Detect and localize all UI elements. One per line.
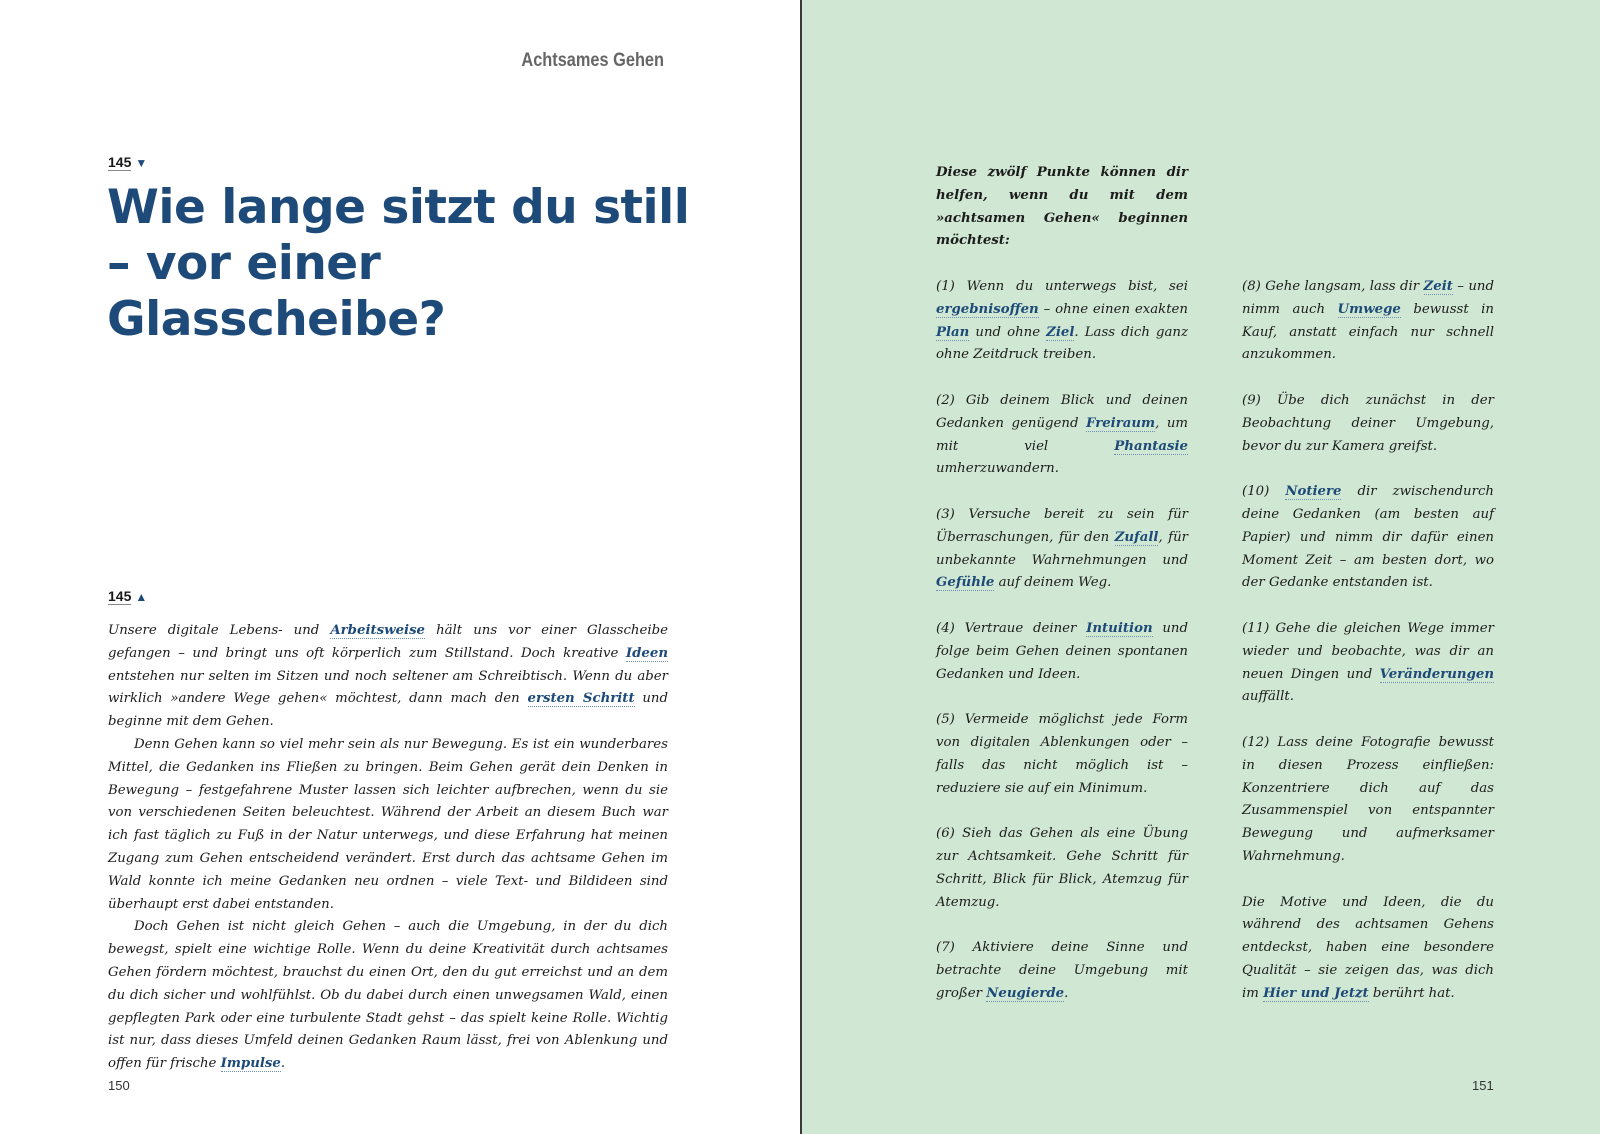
text-run: Unsere digitale Lebens- und (108, 623, 331, 638)
triangle-down-icon: ▼ (135, 156, 148, 170)
keyword-link[interactable]: Veränderungen (1379, 666, 1494, 682)
list-item (936, 937, 1188, 1005)
page-number-right: 151 (1472, 1078, 1494, 1093)
text-run: und ohne (969, 324, 1047, 340)
list-item (1242, 618, 1494, 709)
keyword-link[interactable]: ersten Schritt (527, 691, 635, 707)
paragraph-1 (108, 620, 668, 734)
list-item (1242, 276, 1494, 367)
text-run: . Lass dich ganz ohne Zeitdruck treiben. (936, 324, 1188, 363)
keyword-link[interactable]: Phantasie (1114, 438, 1188, 454)
text-run: Doch Gehen ist nicht gleich Gehen – auch die Umgebung, in der du dich bewegst, spielt eine wichtige Rolle. Wenn du deine Kreativität durch achtsames Gehen fördern möchtest, brauchst du einen Ort, den du gut erreichst und an dem du dich sicher und wohlfühlst. Ob du dabei durch einen unwegsamen Wald, einen gepflegten Park oder eine turbulente Stadt gehst – das spielt keine Rolle. Wichtig ist nur, dass dieses Umfeld deinen Gedanken Raum lässt, frei von Ablenkung und offen für frische (108, 919, 668, 1072)
list-item (936, 709, 1188, 800)
keyword-link[interactable]: Neugierde (986, 985, 1065, 1001)
text-run: – und nimm auch (1242, 279, 1494, 317)
paragraph-3 (108, 916, 668, 1076)
tips-column-right (1242, 276, 1494, 1028)
list-item (1242, 481, 1494, 595)
item-number: (7) (936, 940, 955, 956)
page-number-left: 150 (108, 1078, 130, 1093)
text-run: Vertraue deiner (954, 620, 1087, 636)
list-item (1242, 390, 1494, 458)
item-number: (1) (936, 279, 955, 294)
text-run: umherzuwandern. (936, 461, 1059, 477)
text-run: auffällt. (1242, 689, 1294, 705)
text-run: Die Motive und Ideen, die du während des achtsamen Gehens entdeckst, haben eine besondere Qualität – sie zeigen das, was dich im (1242, 894, 1494, 1001)
text-run: . (1064, 985, 1069, 1001)
keyword-link[interactable]: Zeit (1423, 279, 1453, 294)
keyword-link[interactable]: Impulse (220, 1056, 281, 1072)
text-run: dir zwischendurch deine Gedanken (am besten auf Papier) und nimm dir dafür einen Moment Zeit – am besten dort, wo der Gedanke entstanden ist. (1242, 484, 1494, 591)
text-run: auf deinem Weg. (994, 575, 1112, 591)
keyword-link[interactable]: Freiraum (1085, 415, 1156, 431)
keyword-link[interactable]: Arbeitsweise (330, 623, 426, 638)
text-run: Lass deine Fotografie bewusst in diesen Prozess einfließen: Konzentriere dich auf das Zusammenspiel von entspannter Bewegung und aufmerksamer Wahrnehmung. (1242, 734, 1494, 864)
item-number: (5) (936, 712, 955, 728)
running-head: Achtsames Gehen (521, 50, 664, 71)
tips-column-left (936, 276, 1188, 1028)
item-number: (12) (1242, 734, 1270, 750)
body-text (108, 620, 668, 1076)
item-number: (11) (1242, 620, 1270, 636)
item-number: (6) (936, 826, 955, 842)
text-run: und folge beim Gehen deinen spontanen Gedanken und Ideen. (936, 620, 1188, 682)
section-marker-bottom (108, 588, 147, 604)
text-run (1269, 484, 1285, 499)
item-number: (2) (936, 392, 955, 408)
text-run: hält uns vor einer Glasscheibe gefangen – und bringt uns oft körperlich zum Stillstand. Doch kreative (108, 623, 668, 661)
text-run: , für unbekannte Wahrnehmungen und (936, 529, 1188, 568)
text-run: Sieh das Gehen als eine Übung zur Achtsamkeit. Gehe Schritt für Schritt, Blick für Blick, Atemzug für Atemzug. (936, 826, 1188, 910)
list-item (936, 504, 1188, 595)
section-number: 145 (108, 588, 132, 604)
text-run: Übe dich zunächst in der Beobachtung deiner Umgebung, bevor du zur Kamera greifst. (1242, 392, 1494, 454)
text-run: entstehen nur selten im Sitzen und noch seltener am Schreibtisch. Wenn du aber wirklich »andere Wege gehen« möchtest, dann mach den (108, 668, 668, 707)
triangle-up-icon: ▲ (135, 590, 148, 604)
paragraph-2: Denn Gehen kann so viel mehr sein als nur Bewegung. Es ist ein wunderbares Mittel, die Gedanken ins Fließen zu bringen. Beim Gehen gerät dein Denken in Bewegung – festgefahrene Muster lassen sich leichter aufbrechen, wenn du sie von verschiedenen Seiten beleuchtest. Während der Arbeit an diesem Buch war ich fast täglich zu Fuß in der Natur unterwegs, und diese Erfahrung hat meinen Zugang zum Gehen entscheidend verändert. Erst durch das achtsame Gehen im Wald konnte ich meine Gedanken neu ordnen – viele Text- und Bildideen sind überhaupt erst dabei entstanden. (108, 736, 668, 912)
item-number: (9) (1242, 392, 1261, 408)
text-run: berührt hat. (1368, 985, 1455, 1001)
keyword-link[interactable]: Ziel (1046, 324, 1075, 340)
list-item (936, 390, 1188, 481)
item-number: (8) (1242, 279, 1261, 294)
text-run: . (280, 1056, 286, 1072)
keyword-link[interactable]: Gefühle (936, 575, 995, 591)
list-item (936, 618, 1188, 686)
text-run: Gib deinem Blick und deinen Gedanken genügend (936, 392, 1188, 431)
list-item (936, 276, 1188, 367)
item-number: (4) (936, 620, 955, 636)
section-number: 145 (108, 154, 132, 170)
text-run: bewusst in Kauf, anstatt einfach nur schnell anzukommen. (1242, 301, 1494, 363)
keyword-link[interactable]: Hier und Jetzt (1263, 985, 1369, 1001)
page-headline: Wie lange sitzt du still – vor einer Glasscheibe? (107, 180, 690, 347)
text-run: Gehe langsam, lass dir (1260, 279, 1424, 294)
keyword-link[interactable]: Plan (936, 324, 970, 340)
list-intro: Diese zwölf Punkte können dir helfen, wenn du mit dem »achtsamen Gehen« beginnen möchtest: (936, 165, 1188, 249)
list-item (936, 823, 1188, 914)
text-run: Vermeide möglichst jede Form von digitalen Ablenkungen oder – falls das nicht möglich ist – reduziere sie auf ein Minimum. (936, 712, 1188, 796)
keyword-link[interactable]: Ideen (625, 645, 668, 661)
item-number: (10) (1242, 484, 1270, 500)
closing-paragraph (1242, 892, 1494, 1006)
text-run: und beginne mit dem Gehen. (108, 691, 668, 730)
text-run: Aktiviere deine Sinne und betrachte deine Umgebung mit großer (936, 940, 1188, 1001)
keyword-link[interactable]: Notiere (1285, 484, 1342, 500)
text-run: – ohne einen exakten (1038, 301, 1188, 317)
text-run: Gehe die gleichen Wege immer wieder und beobachte, was dir an neuen Dingen und (1242, 620, 1494, 682)
item-number: (3) (936, 506, 955, 522)
text-run: , um mit viel (936, 415, 1188, 454)
keyword-link[interactable]: Intuition (1086, 620, 1153, 636)
keyword-link[interactable]: Umwege (1337, 301, 1401, 317)
section-marker-top (108, 154, 147, 170)
keyword-link[interactable]: Zufall (1114, 529, 1159, 545)
text-run: Wenn du unterwegs bist, sei (954, 279, 1188, 294)
keyword-link[interactable]: ergebnisoffen (936, 301, 1039, 317)
list-item (1242, 732, 1494, 869)
text-run: Versuche bereit zu sein für Überraschungen, für den (936, 506, 1188, 545)
